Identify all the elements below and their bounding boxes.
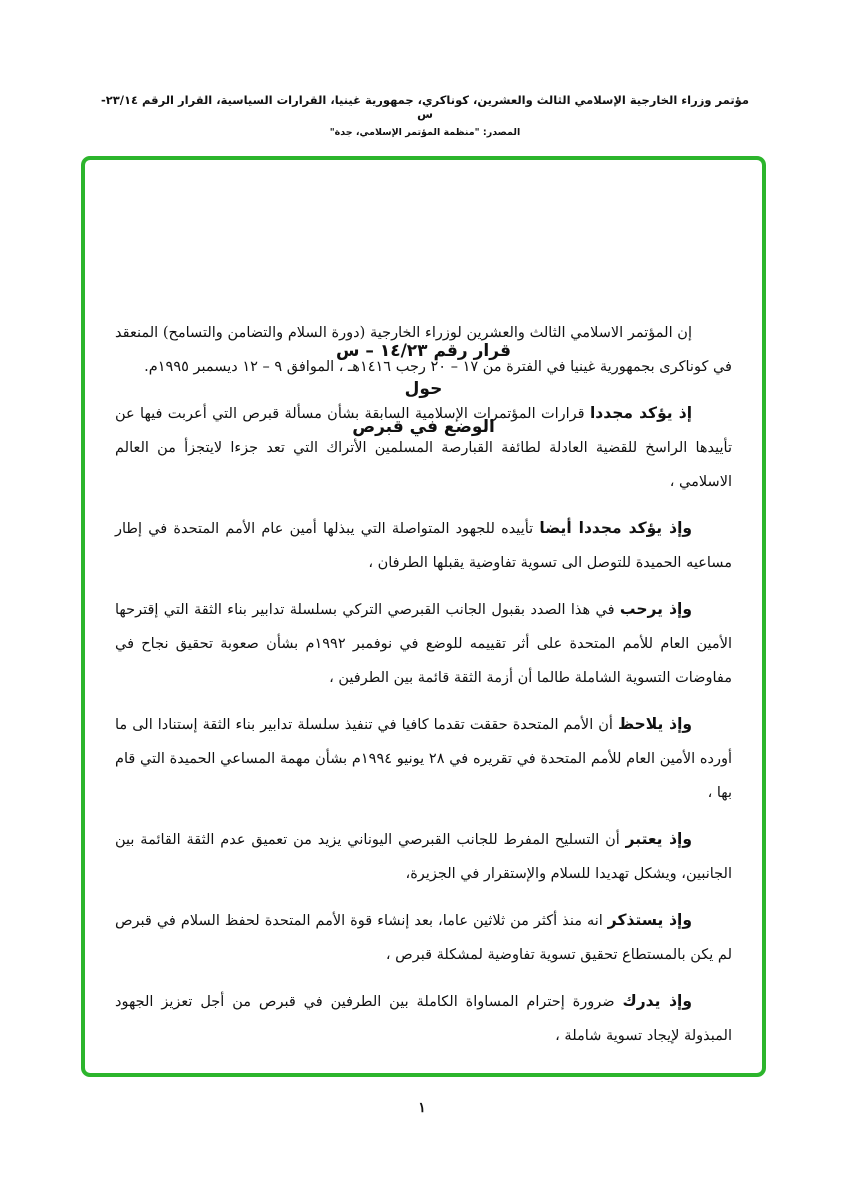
paragraph-text: انه منذ أكثر من ثلاثين عاما، بعد إنشاء قوة الأمم المتحدة لحفظ السلام في قبرص لم يكن بالمستطاع تحقيق تسوية تفاوضية لمشكلة قبرص ،	[115, 913, 732, 963]
paragraph	[115, 511, 732, 580]
paragraph-lead: وإذ يعتبر	[625, 830, 692, 848]
paragraph	[115, 984, 732, 1053]
paragraph-lead: وإذ يدرك	[622, 992, 692, 1010]
paragraph	[115, 396, 732, 499]
paragraph-text: تأييده للجهود المتواصلة التي يبذلها أمين عام الأمم المتحدة في إطار مساعيه الحميدة للتوصل الى تسوية تفاوضية يقبلها الطرفان ،	[115, 521, 732, 571]
resolution-number: قرار رقم ١٤/٢٣ – س	[336, 341, 511, 361]
paragraph-text: قرارات المؤتمرات الإسلامية السابقة بشأن مسألة قبرص التي أعربت فيها عن تأييدها الراسخ للقضية العادلة لطائفة القبارصة المسلمين الأتراك التي تعد جزءا لايتجزأ من العالم الاسلامي ،	[115, 406, 732, 490]
resolution-subject: الوضع في قبرص	[352, 417, 495, 437]
paragraph-lead: وإذ يؤكد مجددا أيضا	[539, 519, 693, 537]
paragraph	[115, 903, 732, 972]
paragraph-text: أن التسليح المفرط للجانب القبرصي اليوناني يزيد من تعميق عدم الثقة القائمة بين الجانبين، ويشكل تهديدا للسلام والإستقرار في الجزيرة،	[115, 832, 732, 882]
paragraph-lead: إذ يؤكد مجددا	[589, 404, 693, 422]
resolution-frame	[81, 156, 766, 1077]
paragraph-text: إن المؤتمر الاسلامي الثالث والعشرين لوزراء الخارجية (دورة السلام والتضامن والتسامح) المنعقد في كوناكرى بجمهورية غينيا في الفترة من ١٧ – ٢٠ رجب ١٤١٦هـ ، الموافق ٩ – ١٢ ديسمبر ١٩٩٥م.	[115, 325, 732, 375]
paragraph	[115, 822, 732, 891]
paragraph-lead: وإذ يرحب	[619, 600, 693, 618]
paragraph-lead: وإذ يلاحظ	[617, 715, 693, 733]
document-header	[100, 93, 750, 138]
paragraph	[115, 315, 732, 384]
header-source: المصدر: "منظمة المؤتمر الإسلامي، جدة"	[329, 127, 521, 138]
resolution-body	[115, 315, 732, 1065]
paragraph-lead: وإذ يستذكر	[607, 911, 693, 929]
paragraph	[115, 592, 732, 695]
paragraph	[115, 707, 732, 810]
paragraph-text: ضرورة إحترام المساواة الكاملة بين الطرفين في قبرص من أجل تعزيز الجهود المبذولة لإيجاد تسوية شاملة ،	[115, 994, 732, 1044]
paragraph-text: أن الأمم المتحدة حققت تقدما كافيا في تنفيذ سلسلة تدابير بناء الثقة إستنادا الى ما أورده الأمين العام للأمم المتحدة في تقريره في ٢٨ يونيو ١٩٩٤م بشأن مهمة المساعي الحميدة التي قام بها ،	[115, 717, 732, 801]
page-number: ١	[418, 1100, 426, 1116]
paragraph-text: في هذا الصدد بقبول الجانب القبرصي التركي بسلسلة تدابير بناء الثقة التي إقترحها الأمين العام للأمم المتحدة على أثر تقييمه للوضع في نوفمبر ١٩٩٢م بشأن صعوبة تحقيق نجاح في مفاوضات التسوية الشاملة طالما أن أزمة الثقة قائمة بين الطرفين ،	[115, 602, 732, 686]
resolution-about: حول	[404, 379, 443, 399]
header-line-1: مؤتمر وزراء الخارجية الإسلامي الثالث والعشرين، كوناكري، جمهورية غينيا، القرارات السياسية، القرار الرقم ٢٣/١٤-س	[100, 93, 750, 121]
